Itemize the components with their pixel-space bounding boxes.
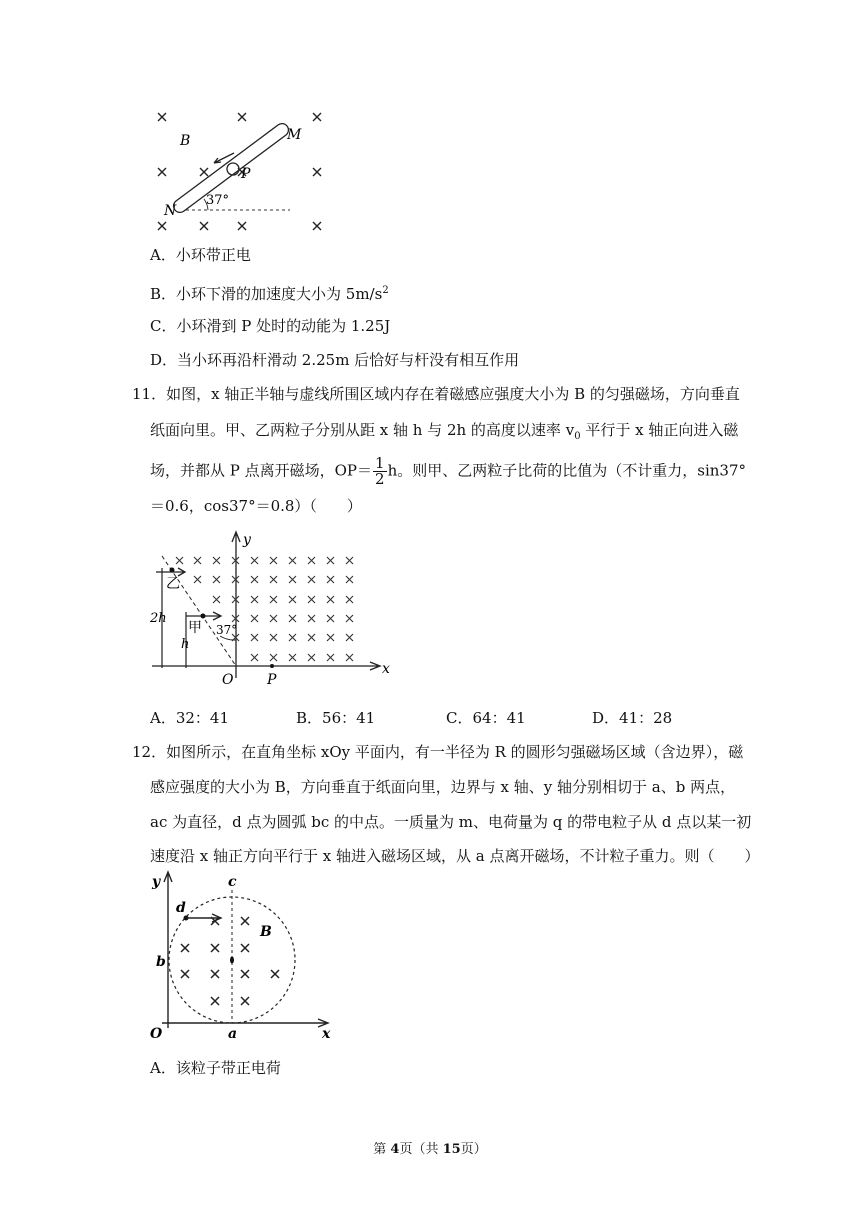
q12-stem-line3: ac 为直径，d 点为圆弧 bc 的中点。一质量为 m、电荷量为 q 的带电粒子从 d 点以某一初 — [150, 813, 752, 831]
q12-stem-line2: 感应强度的大小为 B，方向垂直于纸面向里，边界与 x 轴、y 轴分别相切于 a、b 两点， — [150, 778, 736, 796]
q11-figure — [148, 528, 398, 688]
q10-arrow — [214, 153, 234, 163]
q10-label-m: M — [287, 127, 302, 143]
q11-field-crosses — [176, 557, 353, 661]
q12-label-y: y — [152, 874, 161, 890]
q11-stem-line4: ＝0.6，cos37°＝0.8）（ ） — [150, 497, 362, 515]
q10-figure — [150, 105, 340, 240]
q10-option-d: D．当小环再沿杆滑动 2.25m 后恰好与杆没有相互作用 — [150, 351, 520, 369]
q12-label-o: O — [150, 1026, 163, 1040]
q11-y-axis — [232, 532, 240, 678]
q11-label-p: P — [267, 672, 277, 688]
q10-rod — [174, 124, 289, 213]
page-footer — [0, 1138, 860, 1157]
q12-figure — [148, 868, 338, 1040]
q10-angle-label: 37° — [206, 193, 230, 208]
q11-label-jia: 甲 — [188, 620, 202, 636]
q10-option-b-text: B．小环下滑的加速度大小为 5m/s — [150, 285, 383, 303]
q11-frac-den: 2 — [375, 470, 385, 488]
q11-label-yi: 乙 — [166, 576, 180, 592]
q12-label-b: b — [156, 954, 166, 970]
q11-stem-line2a: 纸面向里。甲、乙两粒子分别从距 x 轴 h 与 2h 的高度以速率 v — [150, 421, 575, 439]
q12-label-b-field: B — [260, 924, 272, 940]
q11-option-b: B．56：41 — [296, 709, 376, 727]
q11-stem-line3a: 场，并都从 P 点离开磁场，OP＝ — [150, 461, 373, 480]
q12-y-axis — [164, 872, 172, 1028]
q11-v0-sub: 0 — [574, 431, 581, 442]
q12-x-axis — [162, 1019, 328, 1027]
q12-option-a: A．该粒子带正电荷 — [150, 1059, 281, 1077]
q10-label-p: P — [241, 166, 251, 182]
q11-dot-jia — [201, 614, 206, 619]
q11-stem-line3 — [150, 456, 746, 487]
q11-option-d: D．41：28 — [592, 709, 673, 727]
footer-suffix: 页） — [460, 1142, 487, 1157]
q10-option-b — [150, 281, 389, 304]
q12-label-x: x — [322, 1026, 331, 1040]
footer-prefix: 第 — [373, 1142, 391, 1157]
q11-option-c: C．64：41 — [446, 709, 526, 727]
q12-stem-line1: 12．如图所示，在直角坐标 xOy 平面内，有一半径为 R 的圆形匀强磁场区域（含边界），磁 — [132, 743, 744, 761]
q11-option-a: A．32：41 — [150, 709, 230, 727]
q12-velocity-arrow — [186, 914, 221, 922]
q10-label-b: B — [180, 133, 191, 149]
footer-total-pages: 15 — [442, 1142, 461, 1157]
q11-label-y: y — [243, 532, 251, 548]
q10-option-a: A．小环带正电 — [150, 246, 251, 264]
q10-ring-p — [227, 163, 239, 175]
q11-stem-line1: 11．如图，x 轴正半轴与虚线所围区域内存在着磁感应强度大小为 B 的匀强磁场，方向垂直 — [132, 385, 740, 403]
q11-stem-line3b: h。则甲、乙两粒子比荷的比值为（不计重力，sin37° — [387, 461, 746, 480]
q12-label-d: d — [176, 900, 186, 916]
footer-middle: 页（共 — [399, 1142, 443, 1157]
q11-label-x: x — [382, 661, 390, 677]
q11-frac-num: 1 — [375, 454, 385, 472]
q12-label-c: c — [228, 874, 237, 890]
q11-stem-line2 — [150, 420, 738, 447]
q10-option-c: C．小环滑到 P 处时的动能为 1.25J — [150, 317, 391, 335]
q11-dot-yi — [170, 568, 175, 573]
q11-label-o: O — [222, 672, 234, 688]
q12-label-a: a — [228, 1026, 238, 1040]
q11-label-h: h — [181, 637, 190, 652]
q12-center-point — [230, 957, 234, 964]
q11-label-2h: 2h — [150, 611, 167, 626]
q12-stem-line4: 速度沿 x 轴正方向平行于 x 轴进入磁场区域，从 a 点离开磁场，不计粒子重力。则（ ） — [150, 847, 760, 865]
q11-stem-line2b: 平行于 x 轴正向进入磁 — [580, 421, 739, 439]
q10-label-n: N — [164, 203, 177, 219]
footer-page-number: 4 — [390, 1142, 400, 1157]
q11-fraction — [373, 456, 387, 487]
q10-option-b-sup: 2 — [382, 285, 389, 296]
q11-angle-label: 37° — [216, 623, 238, 637]
q11-point-p — [270, 664, 274, 668]
